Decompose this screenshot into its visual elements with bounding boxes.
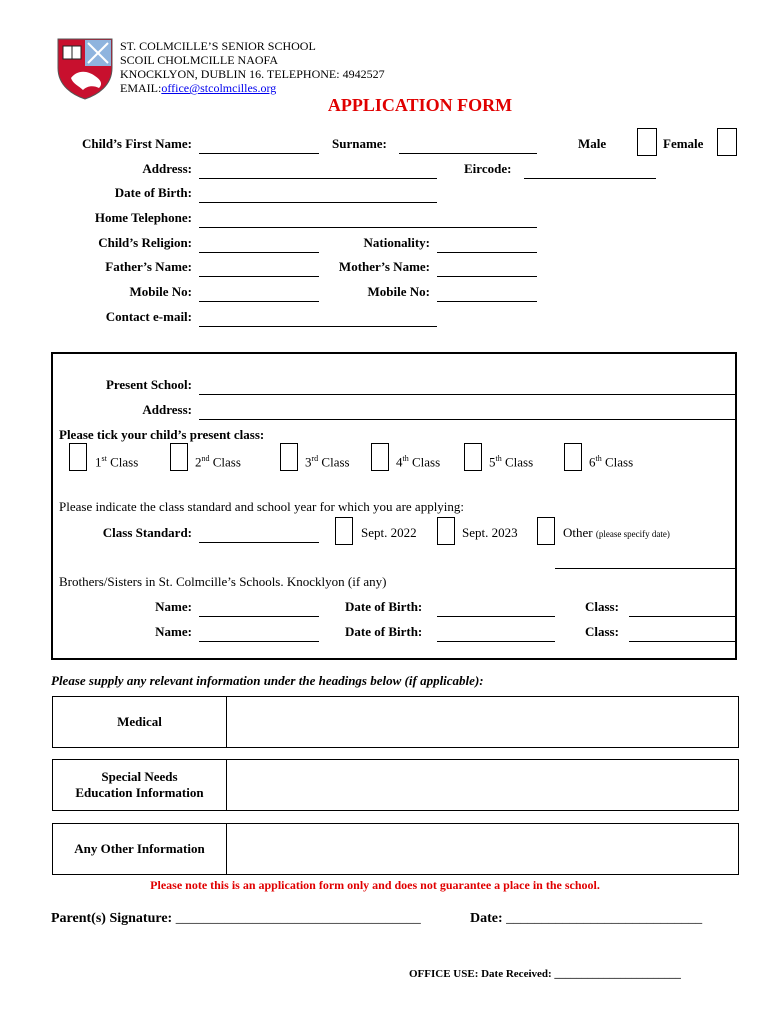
sibling-1-name-field[interactable] (199, 616, 319, 617)
father-name-field[interactable] (199, 276, 319, 277)
class-3-checkbox[interactable] (280, 443, 298, 471)
class-standard-field[interactable] (199, 542, 319, 543)
religion-label: Child’s Religion: (98, 235, 192, 250)
male-label: Male (578, 136, 607, 151)
school-address-label: Address: (142, 402, 192, 417)
other-date-label: Other (please specify date) (563, 525, 670, 540)
sept-2023-label: Sept. 2023 (462, 525, 518, 540)
parent-signature-field[interactable]: ___________________________________ (175, 911, 421, 926)
medical-field[interactable] (227, 697, 738, 747)
sen-heading: Special Needs Education Information (53, 760, 227, 810)
class-4-label: 4th Class (396, 454, 441, 470)
date-field[interactable]: ____________________________ (506, 911, 703, 926)
disclaimer-notice: Please note this is an application form only and does not guarantee a place in the school. (150, 878, 600, 892)
school-crest-logo (57, 38, 113, 100)
sibling-2-dob-field[interactable] (437, 641, 555, 642)
contact-email-field[interactable] (199, 326, 437, 327)
dob-field[interactable] (199, 202, 437, 203)
mother-name-label: Mother’s Name: (338, 259, 430, 274)
sept-2022-label: Sept. 2022 (361, 525, 417, 540)
date-label: Date: (470, 911, 507, 926)
home-telephone-field[interactable] (199, 227, 537, 228)
applying-prompt: Please indicate the class standard and school year for which you are applying: (59, 499, 465, 514)
school-email-row (120, 81, 276, 95)
date-received-field[interactable]: _______________________ (554, 968, 681, 980)
class-1-checkbox[interactable] (69, 443, 87, 471)
class-2-label: 2nd Class (195, 454, 241, 470)
first-name-field[interactable] (199, 153, 319, 154)
office-use-row (409, 968, 681, 980)
class-6-checkbox[interactable] (564, 443, 582, 471)
first-name-label: Child’s First Name: (81, 136, 192, 151)
male-checkbox[interactable] (637, 128, 657, 156)
father-name-label: Father’s Name: (105, 259, 192, 274)
sibling-2-name-field[interactable] (199, 641, 319, 642)
sen-row (52, 759, 739, 811)
parent-signature-row (51, 911, 421, 927)
mother-name-field[interactable] (437, 276, 537, 277)
nationality-label: Nationality: (363, 235, 430, 250)
address-field[interactable] (199, 178, 437, 179)
medical-heading: Medical (53, 697, 227, 747)
school-address-phone: KNOCKLYON, DUBLIN 16. TELEPHONE: 4942527 (120, 67, 385, 81)
sibling-2-class-label: Class: (585, 624, 619, 639)
date-row (470, 911, 702, 927)
class-1-label: 1st Class (95, 454, 139, 470)
father-mobile-label: Mobile No: (129, 284, 192, 299)
sibling-2-name-label: Name: (155, 624, 192, 639)
class-6-label: 6th Class (589, 454, 634, 470)
relevant-info-prompt: Please supply any relevant information under the headings below (if applicable): (51, 673, 484, 688)
form-title: APPLICATION FORM (327, 95, 513, 115)
mother-mobile-label: Mobile No: (367, 284, 430, 299)
nationality-field[interactable] (437, 252, 537, 253)
eircode-label: Eircode: (464, 161, 512, 176)
sibling-2-dob-label: Date of Birth: (345, 624, 423, 639)
other-info-field[interactable] (227, 824, 738, 874)
sibling-1-class-label: Class: (585, 599, 619, 614)
class-5-label: 5th Class (489, 454, 534, 470)
sibling-1-dob-label: Date of Birth: (345, 599, 423, 614)
female-checkbox[interactable] (717, 128, 737, 156)
present-school-label: Present School: (105, 377, 192, 392)
other-info-row (52, 823, 739, 875)
office-use-label: OFFICE USE: Date Received: (409, 968, 555, 980)
female-label: Female (663, 136, 704, 151)
mother-mobile-field[interactable] (437, 301, 537, 302)
home-telephone-label: Home Telephone: (94, 210, 192, 225)
other-info-heading: Any Other Information (53, 824, 227, 874)
class-4-checkbox[interactable] (371, 443, 389, 471)
father-mobile-field[interactable] (199, 301, 319, 302)
email-link[interactable]: office@stcolmcilles.org (161, 81, 277, 95)
school-irish-name: SCOIL CHOLMCILLE NAOFA (120, 53, 278, 67)
parent-signature-label: Parent(s) Signature: (51, 911, 176, 926)
tick-class-prompt: Please tick your child’s present class: (59, 427, 265, 442)
class-5-checkbox[interactable] (464, 443, 482, 471)
other-date-field[interactable] (555, 568, 735, 569)
sept-2023-checkbox[interactable] (437, 517, 455, 545)
address-label: Address: (142, 161, 192, 176)
other-date-checkbox[interactable] (537, 517, 555, 545)
sibling-1-dob-field[interactable] (437, 616, 555, 617)
school-name: ST. COLMCILLE’S SENIOR SCHOOL (120, 39, 316, 53)
surname-label: Surname: (332, 136, 387, 151)
dob-label: Date of Birth: (114, 185, 192, 200)
sen-field[interactable] (227, 760, 738, 810)
surname-field[interactable] (399, 153, 537, 154)
class-2-checkbox[interactable] (170, 443, 188, 471)
school-address-field[interactable] (199, 419, 735, 420)
eircode-field[interactable] (524, 178, 656, 179)
religion-field[interactable] (199, 252, 319, 253)
contact-email-label: Contact e-mail: (105, 309, 192, 324)
present-school-field[interactable] (199, 394, 735, 395)
sept-2022-checkbox[interactable] (335, 517, 353, 545)
sibling-2-class-field[interactable] (629, 641, 735, 642)
sibling-1-class-field[interactable] (629, 616, 735, 617)
email-label: EMAIL: (120, 81, 162, 95)
class-standard-label: Class Standard: (102, 525, 192, 540)
class-3-label: 3rd Class (305, 454, 350, 470)
medical-row (52, 696, 739, 748)
sibling-1-name-label: Name: (155, 599, 192, 614)
siblings-prompt: Brothers/Sisters in St. Colmcille’s Schools. Knocklyon (if any) (59, 574, 387, 589)
